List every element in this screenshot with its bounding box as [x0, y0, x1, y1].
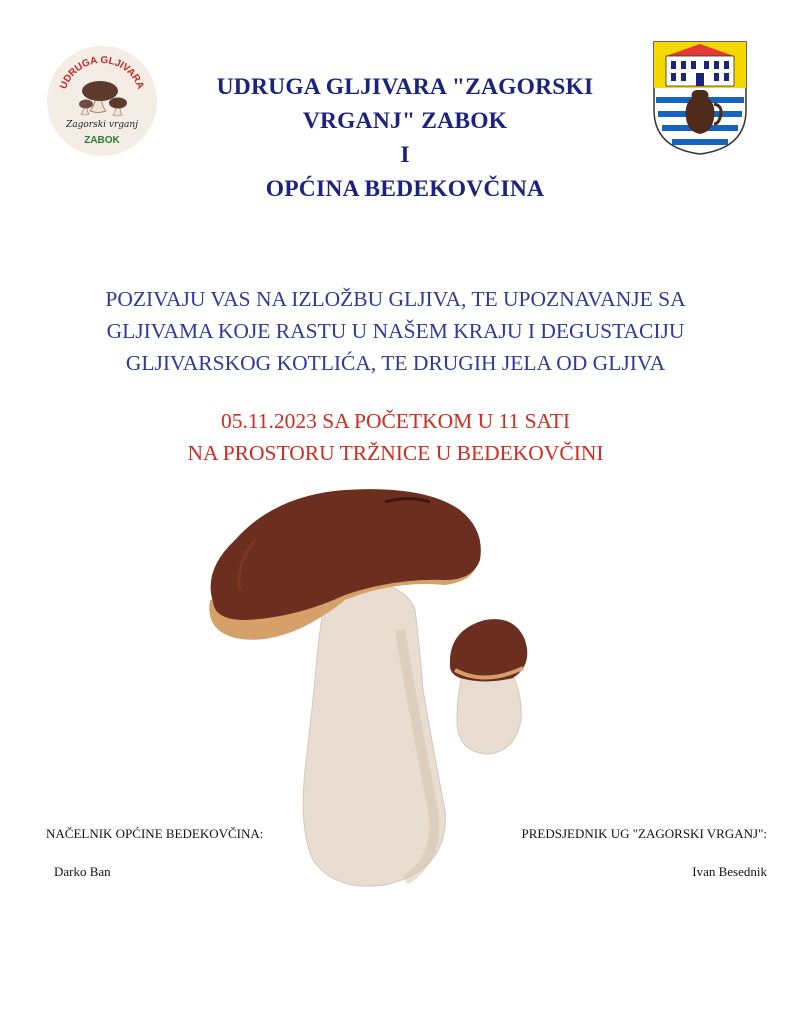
logo-text-top: UDRUGA GLJIVARA: [58, 54, 146, 91]
left-signature-title: NAČELNIK OPĆINE BEDEKOVČINA:: [46, 826, 264, 841]
left-signature-name: Darko Ban: [54, 864, 111, 879]
title-line-4: OPĆINA BEDEKOVČINA: [265, 176, 545, 202]
invitation-line-1: POZIVAJU VAS NA IZLOŽBU GLJIVA, TE UPOZNAVANJE SA: [105, 287, 686, 311]
coat-of-arms-icon: [652, 40, 748, 156]
right-signature-name: Ivan Besednik: [692, 864, 767, 879]
event-details: [20, 405, 771, 469]
page-title: [170, 70, 640, 206]
logo-text-mid: Zagorski vrganj: [65, 120, 139, 130]
title-line-1: UDRUGA GLJIVARA "ZAGORSKI: [216, 74, 594, 100]
title-line-2: VRGANJ" ZABOK: [302, 108, 508, 134]
title-line-3: I: [400, 142, 410, 168]
invitation-text: [20, 283, 771, 379]
logo-text-bottom: ZABOK: [84, 135, 120, 146]
event-location: NA PROSTORU TRŽNICE U BEDEKOVČINI: [187, 441, 604, 465]
event-date: 05.11.2023 SA POČETKOM U 11 SATI: [220, 409, 570, 433]
invitation-line-3: GLJIVARSKOG KOTLIĆA, TE DRUGIH JELA OD GLJIVA: [125, 351, 666, 375]
invitation-line-2: GLJIVAMA KOJE RASTU U NAŠEM KRAJU I DEGUSTACIJU: [106, 319, 685, 343]
right-signature-title: PREDSJEDNIK UG "ZAGORSKI VRGANJ":: [521, 826, 767, 841]
association-logo: [46, 45, 158, 157]
